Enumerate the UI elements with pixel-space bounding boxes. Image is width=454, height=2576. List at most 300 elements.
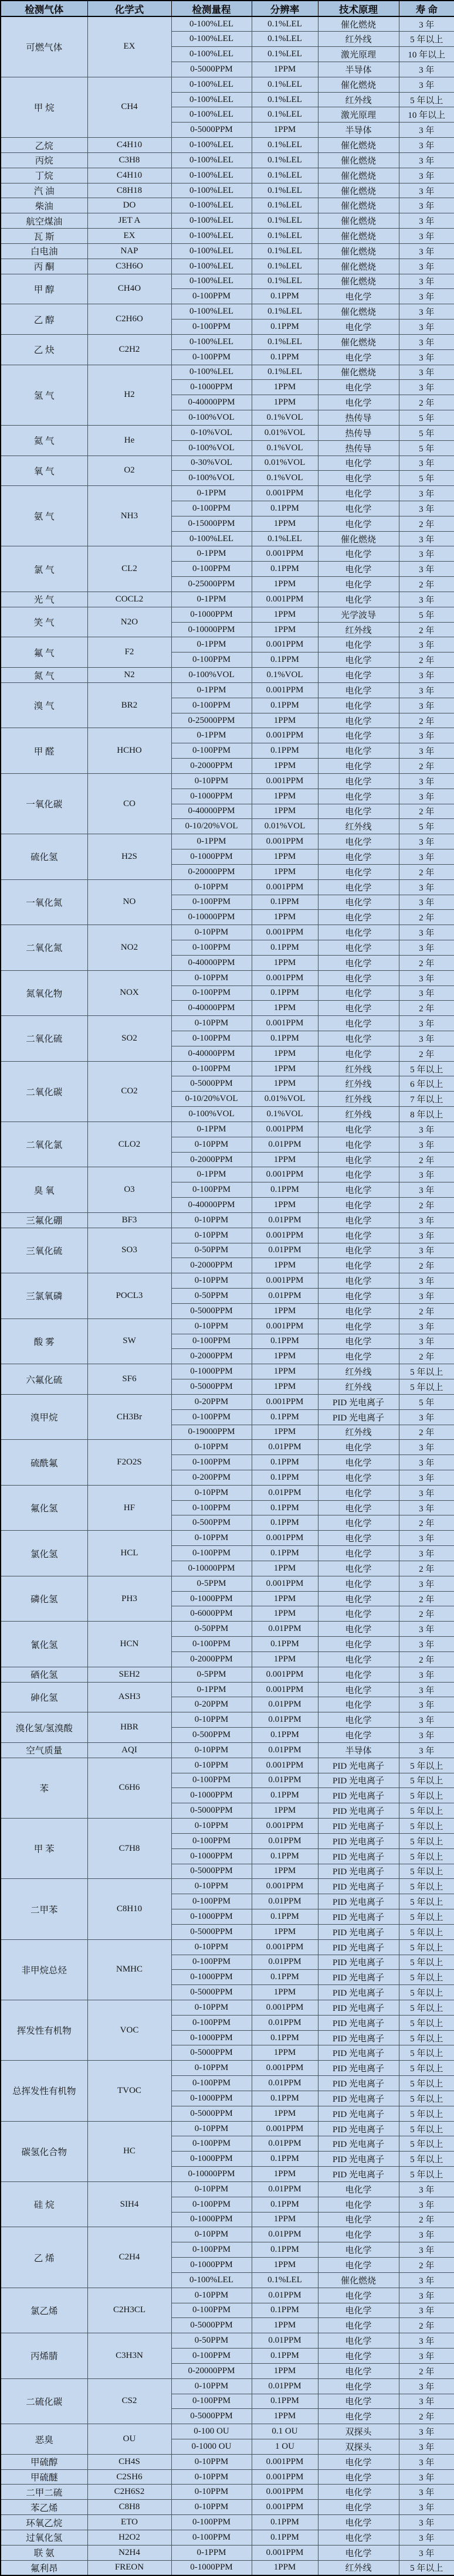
range-cell: 0-10PPM — [171, 1273, 252, 1289]
range-cell: 0-5000PPM — [171, 1303, 252, 1318]
formula-cell: O2 — [87, 456, 171, 486]
range-cell: 0-100%LEL — [171, 531, 252, 546]
resolution-cell: 0.1%LEL — [252, 259, 318, 274]
formula-cell: C4H10 — [87, 138, 171, 153]
gas-name-cell: 二甲苯 — [1, 1879, 87, 1939]
table-row — [1, 1273, 454, 1289]
table-row — [1, 152, 454, 168]
lifespan-cell: 3 年 — [399, 925, 454, 940]
resolution-cell: 0.01PPM — [252, 1212, 318, 1228]
resolution-cell: 1PPM — [252, 2212, 318, 2227]
formula-cell: CH4S — [87, 2454, 171, 2469]
table-row — [1, 274, 454, 289]
range-cell: 0-2000PPM — [171, 1651, 252, 1667]
principle-cell: 热传导 — [318, 410, 399, 426]
principle-cell: 电化学 — [318, 1258, 399, 1273]
principle-cell: 电化学 — [318, 2363, 399, 2378]
lifespan-cell: 3 年 — [399, 834, 454, 849]
principle-cell: PID 光电离子 — [318, 2152, 399, 2167]
lifespan-cell: 2 年 — [399, 2318, 454, 2333]
resolution-cell: 0.1PPM — [252, 2349, 318, 2364]
gas-name-cell: 氢 气 — [1, 365, 87, 425]
lifespan-cell: 3 年 — [399, 743, 454, 759]
lifespan-cell: 3 年 — [399, 1682, 454, 1697]
resolution-cell: 0.1PPM — [252, 2394, 318, 2409]
gas-name-cell: 二氧化氯 — [1, 1122, 87, 1167]
range-cell: 0-100PPM — [171, 1334, 252, 1349]
range-cell: 0-10PPM — [171, 2061, 252, 2076]
range-cell: 0-5000PPM — [171, 1076, 252, 1092]
lifespan-cell: 5 年以上 — [399, 2136, 454, 2152]
lifespan-cell: 7 年以上 — [399, 1092, 454, 1107]
range-cell: 0-100PPM — [171, 349, 252, 365]
lifespan-cell: 2 年 — [399, 910, 454, 925]
lifespan-cell: 5 年以上 — [399, 1773, 454, 1788]
column-header-formula: 化学式 — [87, 1, 171, 16]
formula-cell: SO2 — [87, 1016, 171, 1061]
principle-cell: 电化学 — [318, 743, 399, 759]
range-cell: 0-25000PPM — [171, 713, 252, 728]
lifespan-cell: 3 年 — [399, 1546, 454, 1561]
table-row — [1, 2181, 454, 2197]
gas-name-cell: 瓦 斯 — [1, 229, 87, 244]
principle-cell: 电化学 — [318, 562, 399, 577]
formula-cell: H2O2 — [87, 2530, 171, 2545]
formula-cell: F2O2S — [87, 1440, 171, 1485]
range-cell: 0-1000PPM — [171, 1788, 252, 1803]
principle-cell: 激光原理 — [318, 107, 399, 123]
resolution-cell: 0.01PPM — [252, 1485, 318, 1500]
gas-name-cell: 一氧化氮 — [1, 879, 87, 925]
table-row — [1, 213, 454, 229]
lifespan-cell: 3 年 — [399, 2469, 454, 2485]
resolution-cell: 1PPM — [252, 622, 318, 637]
resolution-cell: 0.001PPM — [252, 1394, 318, 1409]
lifespan-cell: 3 年 — [399, 229, 454, 244]
table-row — [1, 334, 454, 349]
principle-cell: 催化燃烧 — [318, 229, 399, 244]
lifespan-cell: 3 年 — [399, 1531, 454, 1546]
table-row — [1, 243, 454, 259]
lifespan-cell: 3 年 — [399, 2454, 454, 2469]
range-cell: 0-10PPM — [171, 1939, 252, 1955]
range-cell: 0-10PPM — [171, 1712, 252, 1728]
lifespan-cell: 3 年 — [399, 16, 454, 32]
resolution-cell: 0.1PPM — [252, 2152, 318, 2167]
formula-cell: DO — [87, 198, 171, 213]
resolution-cell: 0.01PPM — [252, 2136, 318, 2152]
range-cell: 0-5000PPM — [171, 62, 252, 77]
lifespan-cell: 3 年 — [399, 1334, 454, 1349]
resolution-cell: 0.001PPM — [252, 2061, 318, 2076]
lifespan-cell: 5 年以上 — [399, 2152, 454, 2167]
principle-cell: 红外线 — [318, 1107, 399, 1122]
range-cell: 0-1000PPM — [171, 2030, 252, 2045]
formula-cell: N2 — [87, 668, 171, 683]
resolution-cell: 0.1PPM — [252, 1500, 318, 1515]
lifespan-cell: 2 年 — [399, 2212, 454, 2227]
lifespan-cell: 3 年 — [399, 1289, 454, 1304]
formula-cell: NOX — [87, 970, 171, 1015]
formula-cell: BR2 — [87, 682, 171, 728]
range-cell: 0-50PPM — [171, 1622, 252, 1637]
principle-cell: 电化学 — [318, 1440, 399, 1455]
principle-cell: 红外线 — [318, 2560, 399, 2575]
resolution-cell: 0.1PPM — [252, 1515, 318, 1531]
resolution-cell: 0.001PPM — [252, 970, 318, 985]
resolution-cell: 1PPM — [252, 804, 318, 819]
table-row — [1, 2454, 454, 2469]
principle-cell: 热传导 — [318, 425, 399, 440]
range-cell: 0-30%VOL — [171, 456, 252, 471]
range-cell: 0-100PPM — [171, 2349, 252, 2364]
principle-cell: PID 光电离子 — [318, 2121, 399, 2136]
table-row — [1, 2227, 454, 2242]
lifespan-cell: 2 年 — [399, 2258, 454, 2273]
gas-name-cell: 苯乙烯 — [1, 2500, 87, 2515]
range-cell: 0-100PPM — [171, 653, 252, 668]
resolution-cell: 1PPM — [252, 789, 318, 804]
gas-name-cell: 氯化氢 — [1, 1531, 87, 1576]
formula-cell: JET A — [87, 213, 171, 229]
resolution-cell: 0.001PPM — [252, 925, 318, 940]
resolution-cell: 1PPM — [252, 1864, 318, 1879]
resolution-cell: 0.1PPM — [252, 2030, 318, 2045]
principle-cell: 电化学 — [318, 1712, 399, 1728]
formula-cell: F2 — [87, 637, 171, 668]
table-row — [1, 2288, 454, 2303]
lifespan-cell: 3 年 — [399, 1031, 454, 1046]
lifespan-cell: 5 年 — [399, 425, 454, 440]
gas-name-cell: 氯乙烯 — [1, 2288, 87, 2333]
lifespan-cell: 3 年 — [399, 198, 454, 213]
table-row — [1, 879, 454, 895]
principle-cell: 电化学 — [318, 1273, 399, 1289]
resolution-cell: 0.1PPM — [252, 562, 318, 577]
resolution-cell: 0.1PPM — [252, 1788, 318, 1803]
resolution-cell: 1PPM — [252, 1349, 318, 1364]
gas-name-cell: 丙烷 — [1, 152, 87, 168]
gas-name-cell: 挥发性有机物 — [1, 2000, 87, 2060]
gas-name-cell: 臭 氧 — [1, 1167, 87, 1212]
range-cell: 0-40000PPM — [171, 955, 252, 970]
principle-cell: 电化学 — [318, 1122, 399, 1137]
resolution-cell: 0.1%LEL — [252, 2272, 318, 2288]
principle-cell: 催化燃烧 — [318, 198, 399, 213]
principle-cell: 电化学 — [318, 1728, 399, 1743]
resolution-cell: 1PPM — [252, 395, 318, 410]
lifespan-cell: 3 年 — [399, 2439, 454, 2455]
principle-cell: 催化燃烧 — [318, 16, 399, 32]
range-cell: 0-100PPM — [171, 1637, 252, 1652]
lifespan-cell: 5 年以上 — [399, 1364, 454, 1379]
gas-name-cell: 丙烯腈 — [1, 2333, 87, 2378]
table-row — [1, 2424, 454, 2439]
table-row — [1, 1016, 454, 1031]
resolution-cell: 0.001PPM — [252, 1879, 318, 1894]
formula-cell: EX — [87, 229, 171, 244]
formula-cell: ETO — [87, 2515, 171, 2530]
resolution-cell: 0.1PPM — [252, 1470, 318, 1486]
principle-cell: 红外线 — [318, 1092, 399, 1107]
principle-cell: 电化学 — [318, 1001, 399, 1016]
lifespan-cell: 2 年 — [399, 1561, 454, 1576]
range-cell: 0-100PPM — [171, 2303, 252, 2318]
principle-cell: 电化学 — [318, 1334, 399, 1349]
lifespan-cell: 3 年 — [399, 1712, 454, 1728]
range-cell: 0-10PPM — [171, 2181, 252, 2197]
principle-cell: 电化学 — [318, 1546, 399, 1561]
gas-name-cell: 总挥发性有机物 — [1, 2061, 87, 2121]
table-row — [1, 2485, 454, 2500]
formula-cell: PH3 — [87, 1576, 171, 1621]
principle-cell: 电化学 — [318, 1667, 399, 1682]
principle-cell: 电化学 — [318, 1289, 399, 1304]
resolution-cell: 1PPM — [252, 123, 318, 138]
gas-name-cell: 乙 醇 — [1, 304, 87, 335]
table-row — [1, 607, 454, 622]
range-cell: 0-100%LEL — [171, 168, 252, 183]
gas-name-cell: 磷化氢 — [1, 1576, 87, 1621]
formula-cell: HF — [87, 1485, 171, 1530]
principle-cell: 电化学 — [318, 516, 399, 531]
principle-cell: 电化学 — [318, 713, 399, 728]
gas-name-cell: 三氧化硫 — [1, 1228, 87, 1273]
lifespan-cell: 3 年 — [399, 334, 454, 349]
range-cell: 0-10PPM — [171, 773, 252, 789]
table-row — [1, 2560, 454, 2575]
principle-cell: 电化学 — [318, 682, 399, 698]
resolution-cell: 0.001PPM — [252, 1016, 318, 1031]
range-cell: 0-100%LEL — [171, 274, 252, 289]
range-cell: 0-100PPM — [171, 1955, 252, 1970]
resolution-cell: 1PPM — [252, 577, 318, 592]
resolution-cell: 1PPM — [252, 2363, 318, 2378]
lifespan-cell: 8 年以上 — [399, 1107, 454, 1122]
resolution-cell: 1PPM — [252, 1198, 318, 1213]
lifespan-cell: 3 年 — [399, 1273, 454, 1289]
lifespan-cell: 3 年 — [399, 849, 454, 865]
table-row — [1, 183, 454, 198]
principle-cell: 电化学 — [318, 1228, 399, 1243]
principle-cell: 电化学 — [318, 2500, 399, 2515]
range-cell: 0-5000PPM — [171, 2318, 252, 2333]
range-cell: 0-10000PPM — [171, 2167, 252, 2182]
column-header-gas: 检测气体 — [1, 1, 87, 16]
lifespan-cell: 3 年 — [399, 2485, 454, 2500]
formula-cell: NMHC — [87, 1939, 171, 2000]
resolution-cell: 0.001PPM — [252, 2469, 318, 2485]
gas-name-cell: 乙烷 — [1, 138, 87, 153]
principle-cell: 电化学 — [318, 1318, 399, 1334]
range-cell: 0-5000PPM — [171, 1924, 252, 1939]
resolution-cell: 0.1%LEL — [252, 168, 318, 183]
resolution-cell: 0.01PPM — [252, 2333, 318, 2349]
resolution-cell: 0.1%LEL — [252, 16, 318, 32]
gas-name-cell: 光 气 — [1, 592, 87, 607]
formula-cell: C4H10 — [87, 168, 171, 183]
resolution-cell: 0.01PPM — [252, 2288, 318, 2303]
formula-cell: C6H6 — [87, 1758, 171, 1818]
lifespan-cell: 5 年 — [399, 471, 454, 486]
range-cell: 0-10PPM — [171, 1531, 252, 1546]
range-cell: 0-100%LEL — [171, 334, 252, 349]
lifespan-cell: 5 年以上 — [399, 1955, 454, 1970]
resolution-cell: 0.001PPM — [252, 1819, 318, 1834]
range-cell: 0-1000PPM — [171, 789, 252, 804]
table-row — [1, 1228, 454, 1243]
gas-name-cell: 氟利昂 — [1, 2560, 87, 2575]
resolution-cell: 0.001PPM — [252, 1122, 318, 1137]
gas-name-cell: 六氟化硫 — [1, 1364, 87, 1395]
formula-cell: EX — [87, 16, 171, 77]
lifespan-cell: 3 年 — [399, 1167, 454, 1182]
lifespan-cell: 2 年 — [399, 2409, 454, 2424]
principle-cell: 电化学 — [318, 1561, 399, 1576]
lifespan-cell: 3 年 — [399, 2272, 454, 2288]
resolution-cell: 1PPM — [252, 759, 318, 774]
range-cell: 0-20PPM — [171, 1697, 252, 1712]
range-cell: 0-1000PPM — [171, 2152, 252, 2167]
range-cell: 0-50PPM — [171, 1243, 252, 1258]
resolution-cell: 0.001PPM — [252, 2454, 318, 2469]
range-cell: 0-1000PPM — [171, 849, 252, 865]
table-row — [1, 198, 454, 213]
lifespan-cell: 3 年 — [399, 773, 454, 789]
range-cell: 0-1000PPM — [171, 1848, 252, 1864]
resolution-cell: 1PPM — [252, 2318, 318, 2333]
principle-cell: 半导体 — [318, 62, 399, 77]
lifespan-cell: 2 年 — [399, 1425, 454, 1440]
resolution-cell: 1PPM — [252, 2106, 318, 2121]
gas-name-cell: 二氧化氮 — [1, 925, 87, 970]
resolution-cell: 0.1PPM — [252, 2530, 318, 2545]
lifespan-cell: 2 年 — [399, 864, 454, 879]
principle-cell: 电化学 — [318, 1651, 399, 1667]
resolution-cell: 0.01PPM — [252, 2378, 318, 2394]
gas-name-cell: 氧 气 — [1, 456, 87, 486]
principle-cell: 电化学 — [318, 2303, 399, 2318]
gas-name-cell: 环氧乙烷 — [1, 2515, 87, 2530]
table-row — [1, 592, 454, 607]
range-cell: 0-100PPM — [171, 1833, 252, 1848]
range-cell: 0-10PPM — [171, 1758, 252, 1773]
principle-cell: 电化学 — [318, 2258, 399, 2273]
range-cell: 0-1PPM — [171, 728, 252, 743]
resolution-cell: 0.1PPM — [252, 1182, 318, 1198]
gas-name-cell: 丁烷 — [1, 168, 87, 183]
principle-cell: 红外线 — [318, 1061, 399, 1076]
principle-cell: PID 光电离子 — [318, 2136, 399, 2152]
formula-cell: HBR — [87, 1712, 171, 1743]
principle-cell: PID 光电离子 — [318, 1833, 399, 1848]
resolution-cell: 1PPM — [252, 380, 318, 395]
resolution-cell: 0.001PPM — [252, 592, 318, 607]
principle-cell: 电化学 — [318, 1637, 399, 1652]
principle-cell: 催化燃烧 — [318, 183, 399, 198]
principle-cell: 红外线 — [318, 32, 399, 47]
gas-name-cell: 苯 — [1, 1758, 87, 1818]
formula-cell: HCHO — [87, 728, 171, 773]
resolution-cell: 0.001PPM — [252, 1939, 318, 1955]
formula-cell: CS2 — [87, 2378, 171, 2424]
range-cell: 0-100PPM — [171, 2076, 252, 2091]
formula-cell: N2O — [87, 607, 171, 637]
resolution-cell: 0.01PPM — [252, 2181, 318, 2197]
lifespan-cell: 5 年以上 — [399, 1924, 454, 1939]
principle-cell: 电化学 — [318, 2212, 399, 2227]
table-row — [1, 1576, 454, 1591]
principle-cell: 电化学 — [318, 985, 399, 1001]
resolution-cell: 1PPM — [252, 955, 318, 970]
formula-cell: SF6 — [87, 1364, 171, 1395]
resolution-cell: 0.1PPM — [252, 320, 318, 335]
range-cell: 0-1PPM — [171, 592, 252, 607]
lifespan-cell: 3 年 — [399, 77, 454, 92]
principle-cell: 催化燃烧 — [318, 531, 399, 546]
table-row — [1, 2061, 454, 2076]
resolution-cell: 0.001PPM — [252, 1531, 318, 1546]
resolution-cell: 0.1%LEL — [252, 213, 318, 229]
range-cell: 0-50PPM — [171, 1289, 252, 1304]
resolution-cell: 0.001PPM — [252, 728, 318, 743]
table-row — [1, 304, 454, 320]
range-cell: 0-100%LEL — [171, 32, 252, 47]
lifespan-cell: 3 年 — [399, 289, 454, 304]
table-row — [1, 773, 454, 789]
range-cell: 0-2000PPM — [171, 1152, 252, 1167]
principle-cell: 电化学 — [318, 1470, 399, 1486]
lifespan-cell: 3 年 — [399, 152, 454, 168]
lifespan-cell: 5 年以上 — [399, 2000, 454, 2015]
range-cell: 0-100PPM — [171, 1455, 252, 1470]
range-cell: 0-10PPM — [171, 2288, 252, 2303]
principle-cell: PID 光电离子 — [318, 1848, 399, 1864]
resolution-cell: 1PPM — [252, 607, 318, 622]
resolution-cell: 0.1PPM — [252, 1728, 318, 1743]
principle-cell: 电化学 — [318, 2469, 399, 2485]
principle-cell: 电化学 — [318, 955, 399, 970]
range-cell: 0-10PPM — [171, 2000, 252, 2015]
resolution-cell: 0.1%LEL — [252, 138, 318, 153]
formula-cell: POCL3 — [87, 1273, 171, 1318]
resolution-cell: 0.001PPM — [252, 2485, 318, 2500]
principle-cell: 电化学 — [318, 834, 399, 849]
lifespan-cell: 3 年 — [399, 349, 454, 365]
lifespan-cell: 2 年 — [399, 1349, 454, 1364]
gas-name-cell: 甲硫醇 — [1, 2454, 87, 2469]
formula-cell: C3H8 — [87, 152, 171, 168]
principle-cell: PID 光电离子 — [318, 1909, 399, 1925]
resolution-cell: 0.1%LEL — [252, 365, 318, 380]
range-cell: 0-1PPM — [171, 486, 252, 501]
table-row — [1, 1364, 454, 1379]
lifespan-cell: 5 年以上 — [399, 2030, 454, 2045]
resolution-cell: 1PPM — [252, 2045, 318, 2061]
table-row — [1, 168, 454, 183]
table-row — [1, 1440, 454, 1455]
principle-cell: 催化燃烧 — [318, 304, 399, 320]
principle-cell: 电化学 — [318, 471, 399, 486]
resolution-cell: 0.01PPM — [252, 1773, 318, 1788]
principle-cell: 电化学 — [318, 1046, 399, 1061]
table-row — [1, 637, 454, 653]
resolution-cell: 0.001PPM — [252, 486, 318, 501]
lifespan-cell: 3 年 — [399, 1318, 454, 1334]
resolution-cell: 1PPM — [252, 1924, 318, 1939]
range-cell: 0-100%VOL — [171, 471, 252, 486]
range-cell: 0-100PPM — [171, 743, 252, 759]
